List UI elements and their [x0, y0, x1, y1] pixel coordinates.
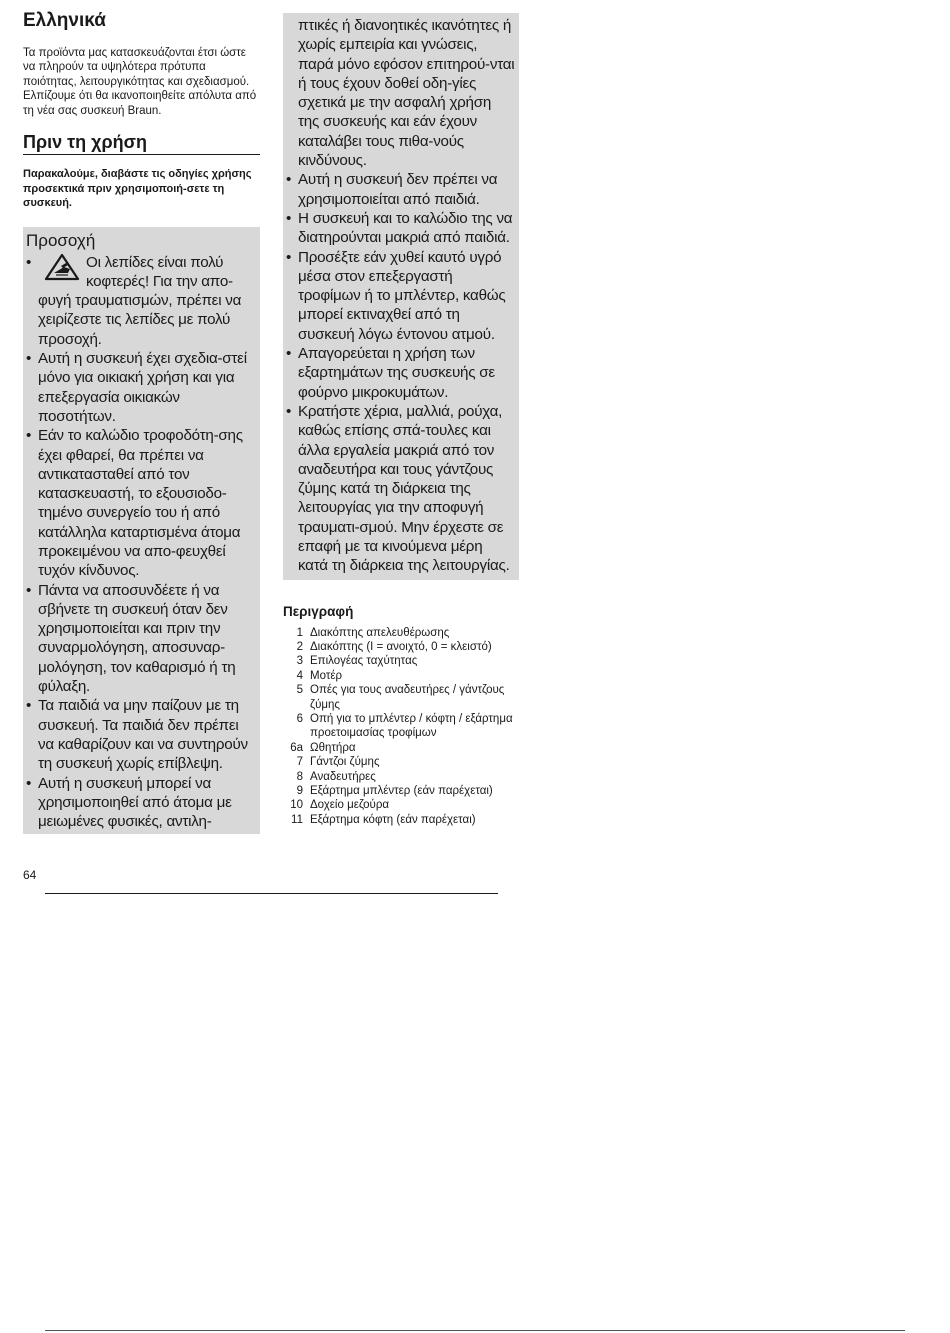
description-list [283, 626, 519, 828]
item-text: Εξάρτημα μπλέντερ (εάν παρέχεται) [310, 785, 493, 798]
caution-item [286, 402, 515, 576]
bullet: • [26, 427, 32, 445]
bullet: • [26, 774, 32, 792]
description-item [283, 654, 519, 668]
description-item [283, 683, 519, 712]
item-number: 6 [296, 713, 303, 726]
blade-hazard-icon [44, 253, 80, 281]
item-number: 11 [291, 813, 303, 826]
item-text: Οπές για τους αναδευτήρες / γάντζους ζύμης [310, 684, 505, 711]
description-item [283, 626, 519, 640]
caution-item [26, 696, 256, 773]
caution-item [26, 253, 256, 349]
caution-item-text: Προσέξτε εάν χυθεί καυτό υγρό μέσα στον επεξεργαστή τροφίμων ή το μπλέντερ, καθώς μπορεί εκτιναχθεί από τη συσκευή λόγω έντονου ατμού. [298, 248, 506, 343]
caution-item [26, 349, 256, 426]
before-use-title: Πριν τη χρήση [23, 132, 260, 155]
bullet: • [26, 697, 32, 715]
intro-paragraph: Τα προϊόντα μας κατασκευάζονται έτσι ώστε να πληρούν τα υψηλότερα πρότυπα ποιότητας, λειτουργικότητας και σχεδιασμού. Ελπίζουμε ότι θα ικανοποιηθείτε απόλυτα από τη νέα σας συσκευή Braun. [23, 47, 257, 117]
item-number: 1 [296, 626, 303, 639]
caution-item-text: Αυτή η συσκευή δεν πρέπει να χρησιμοποιείται από παιδιά. [298, 171, 498, 208]
caution-continuation: πτικές ή διανοητικές ικανότητες ή χωρίς εμπειρία και γνώσεις, παρά μόνο εφόσον επιτηρού-νται ή τους έχουν δοθεί οδη-γίες σχετικά με την ασφαλή χρήση της συσκευής και εάν έχουν καταλάβει τους πιθα-νούς κινδύνους. [298, 17, 515, 170]
description-item [283, 813, 519, 827]
item-number: 5 [296, 684, 303, 697]
item-text: Αναδευτήρες [310, 770, 376, 783]
item-number: 2 [296, 641, 303, 654]
caution-box-continued [283, 13, 519, 580]
bullet: • [286, 345, 292, 363]
caution-item-text: Εάν το καλώδιο τροφοδότη-σης έχει φθαρεί, θα πρέπει να αντικατασταθεί από τον κατασκευαστή, το εξουσιοδο-τημένο συνεργείο του ή από κατάλληλα καταρτισμένα άτομα προκειμένου να απο-φευχθεί τυχόν κίνδυνος. [38, 427, 243, 580]
item-text: Γάντζοι ζύμης [310, 756, 380, 769]
item-number: 9 [296, 785, 303, 798]
item-text: Διακόπτης απελευθέρωσης [310, 626, 450, 639]
caution-item-text: Οι λεπίδες είναι πολύ κοφτερές! Για την απο-φυγή τραυματισμών, πρέπει να χειρίζεστε τις λεπίδες με πολύ προσοχή. [38, 253, 242, 348]
caution-item [286, 344, 515, 402]
footer-divider [45, 893, 498, 894]
caution-item-text: Αυτή η συσκευή μπορεί να χρησιμοποιηθεί από άτομα με μειωμένες φυσικές, αντιλη- [38, 774, 232, 831]
bullet: • [286, 209, 292, 227]
description-item [283, 741, 519, 755]
page-bottom-divider [45, 1330, 905, 1331]
description-item [283, 798, 519, 812]
description-item [283, 640, 519, 654]
caution-item [286, 248, 515, 344]
caution-item-text: Απαγορεύεται η χρήση των εξαρτημάτων της συσκευής σε φούρνο μικροκυμάτων. [298, 345, 495, 401]
caution-item-text: Κρατήστε χέρια, μαλλιά, ρούχα, καθώς επίσης σπά-τουλες και άλλα εργαλεία μακριά από τον αναδευτήρα και τους γάντζους ζύμης κατά τη διάρκεια της λειτουργίας για την αποφυγή τραυματι-σμού. Μην έρχεστε σε επαφή με τα κινούμενα μέρη κατά τη διάρκεια της λειτουργίας. [298, 402, 510, 575]
caution-item-text: Η συσκευή και το καλώδιο της να διατηρούνται μακριά από παιδιά. [298, 209, 513, 247]
caution-item-text: Αυτή η συσκευή έχει σχεδια-στεί μόνο για οικιακή χρήση και για επεξεργασία οικιακών ποσοτήτων. [38, 350, 247, 425]
item-number: 10 [290, 799, 303, 812]
caution-title: Προσοχή [26, 230, 96, 250]
right-column [283, 13, 519, 827]
description-item [283, 770, 519, 784]
before-use-lead: Παρακαλούμε, διαβάστε τις οδηγίες χρήσης προσεκτικά πριν χρησιμοποιή-σετε τη συσκευή. [23, 168, 252, 210]
language-title: Ελληνικά [23, 10, 106, 31]
bullet: • [26, 581, 32, 599]
bullet: • [286, 248, 292, 266]
page-number: 64 [23, 868, 37, 882]
caution-item-text: Τα παιδιά να μην παίζουν με τη συσκευή. Τα παιδιά δεν πρέπει να καθαρίζουν και να συντηρούν τη συσκευή χωρίς επίβλεψη. [38, 697, 248, 773]
item-text: Μοτέρ [310, 669, 343, 682]
caution-item [26, 426, 256, 580]
bullet: • [26, 253, 32, 271]
caution-item-text: Πάντα να αποσυνδέετε ή να σβήνετε τη συσκευή όταν δεν χρησιμοποιείται και πριν την συναρμολόγηση, αποσυναρ-μολόγηση, τον καθαρισμό ή τη φύλαξη. [38, 581, 236, 696]
caution-item [286, 170, 515, 209]
caution-item [26, 581, 256, 697]
item-text: Επιλογέας ταχύτητας [310, 655, 418, 668]
caution-item [26, 774, 256, 832]
item-text: Εξάρτημα κόφτη (εάν παρέχεται) [310, 813, 476, 826]
description-item [283, 784, 519, 798]
description-item [283, 755, 519, 769]
bullet: • [286, 402, 292, 420]
item-number: 7 [296, 756, 303, 769]
left-column [23, 10, 260, 834]
item-text: Δοχείο μεζούρα [310, 799, 390, 812]
description-item [283, 669, 519, 683]
item-text: Διακόπτης (I = ανοιχτό, 0 = κλειστό) [310, 641, 492, 654]
caution-list-continued [286, 170, 515, 575]
item-number: 3 [296, 655, 303, 668]
caution-list [26, 253, 256, 832]
description-item [283, 712, 519, 741]
bullet: • [26, 350, 32, 368]
item-text: Ωθητήρα [310, 741, 356, 754]
item-text: Οπή για το μπλέντερ / κόφτη / εξάρτημα προετοιμασίας τροφίμων [310, 713, 513, 740]
item-number: 6a [290, 741, 303, 754]
caution-item [286, 209, 515, 248]
caution-box [23, 227, 260, 835]
description-title: Περιγραφή [283, 603, 354, 619]
bullet: • [286, 171, 292, 189]
item-number: 4 [296, 669, 303, 682]
item-number: 8 [296, 770, 303, 783]
